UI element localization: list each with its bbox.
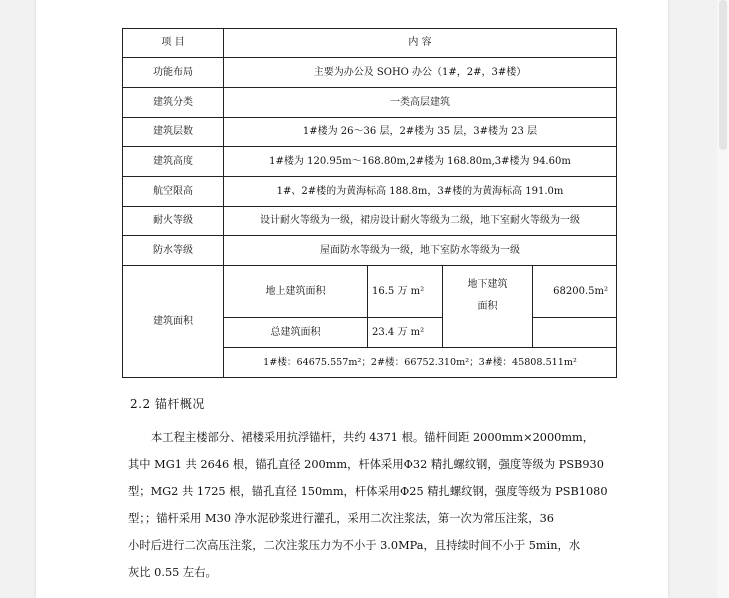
section-paragraph [128, 424, 614, 586]
underground-value: 68200.5m² [533, 266, 617, 318]
above-ground-value: 16.5 万 m² [368, 266, 443, 318]
row-value: 设计耐火等级为一级，裙房设计耐火等级为二级，地下室耐火等级为一级 [224, 207, 617, 236]
row-value: 1#楼为 120.95m～168.80m,2#楼为 168.80m,3#楼为 94.60m [224, 147, 617, 177]
header-content: 内 容 [224, 29, 617, 58]
row-value: 1#、2#楼的为黄海标高 188.8m，3#楼的为黄海标高 191.0m [224, 177, 617, 207]
total-label: 总建筑面积 [224, 318, 368, 348]
row-value: 一类高层建筑 [224, 88, 617, 118]
paragraph-line: 小时后进行二次高压注浆，二次注浆压力为不小于 3.0MPa，且持续时间不小于 5min，水 [128, 539, 581, 552]
table-row [123, 118, 617, 147]
row-value: 1#楼为 26～36 层，2#楼为 35 层，3#楼为 23 层 [224, 118, 617, 147]
area-label: 建筑面积 [123, 266, 224, 378]
paragraph-line: 本工程主楼部分、裙楼采用抗浮锚杆，共约 4371 根。锚杆间距 2000mm×2000mm， [151, 431, 595, 444]
table-row [123, 88, 617, 118]
total-value: 23.4 万 m² [368, 318, 443, 348]
per-building-area: 1#楼：64675.557m²；2#楼：66752.310m²；3#楼：45808.511m² [224, 348, 617, 378]
row-label: 建筑层数 [123, 118, 224, 147]
paragraph-line: 灰比 0.55 左右。 [128, 566, 217, 579]
row-value: 主要为办公及 SOHO 办公（1#，2#，3#楼） [224, 58, 617, 88]
vertical-scrollbar[interactable] [717, 0, 729, 598]
table-row [123, 207, 617, 236]
row-label: 防水等级 [123, 236, 224, 266]
table-row [123, 147, 617, 177]
row-label: 建筑分类 [123, 88, 224, 118]
empty-cell [533, 318, 617, 348]
row-label: 功能布局 [123, 58, 224, 88]
row-label: 航空限高 [123, 177, 224, 207]
above-ground-label: 地上建筑面积 [224, 266, 368, 318]
paragraph-line: 其中 MG1 共 2646 根，锚孔直径 200mm，杆体采用Φ32 精扎螺纹钢，强度等级为 PSB930 [128, 458, 604, 471]
paragraph-line: 型；MG2 共 1725 根，锚孔直径 150mm，杆体采用Φ25 精扎螺纹钢，强度等级为 PSB1080 [128, 485, 608, 498]
table-row [123, 58, 617, 88]
scrollbar-thumb[interactable] [719, 0, 727, 150]
row-label: 建筑高度 [123, 147, 224, 177]
area-row-above [123, 266, 617, 318]
table-row [123, 236, 617, 266]
row-label: 耐火等级 [123, 207, 224, 236]
header-item: 项 目 [123, 29, 224, 58]
row-value: 屋面防水等级为一级，地下室防水等级为一级 [224, 236, 617, 266]
building-spec-table [122, 28, 617, 378]
underground-label: 地下建筑面积 [443, 266, 533, 348]
section-title: 2.2 锚杆概况 [130, 397, 205, 411]
table-row [123, 177, 617, 207]
paragraph-line: 型；；锚杆采用 M30 净水泥砂浆进行灌孔，采用二次注浆法，第一次为常压注浆，36 [128, 512, 554, 525]
table-header-row [123, 29, 617, 58]
